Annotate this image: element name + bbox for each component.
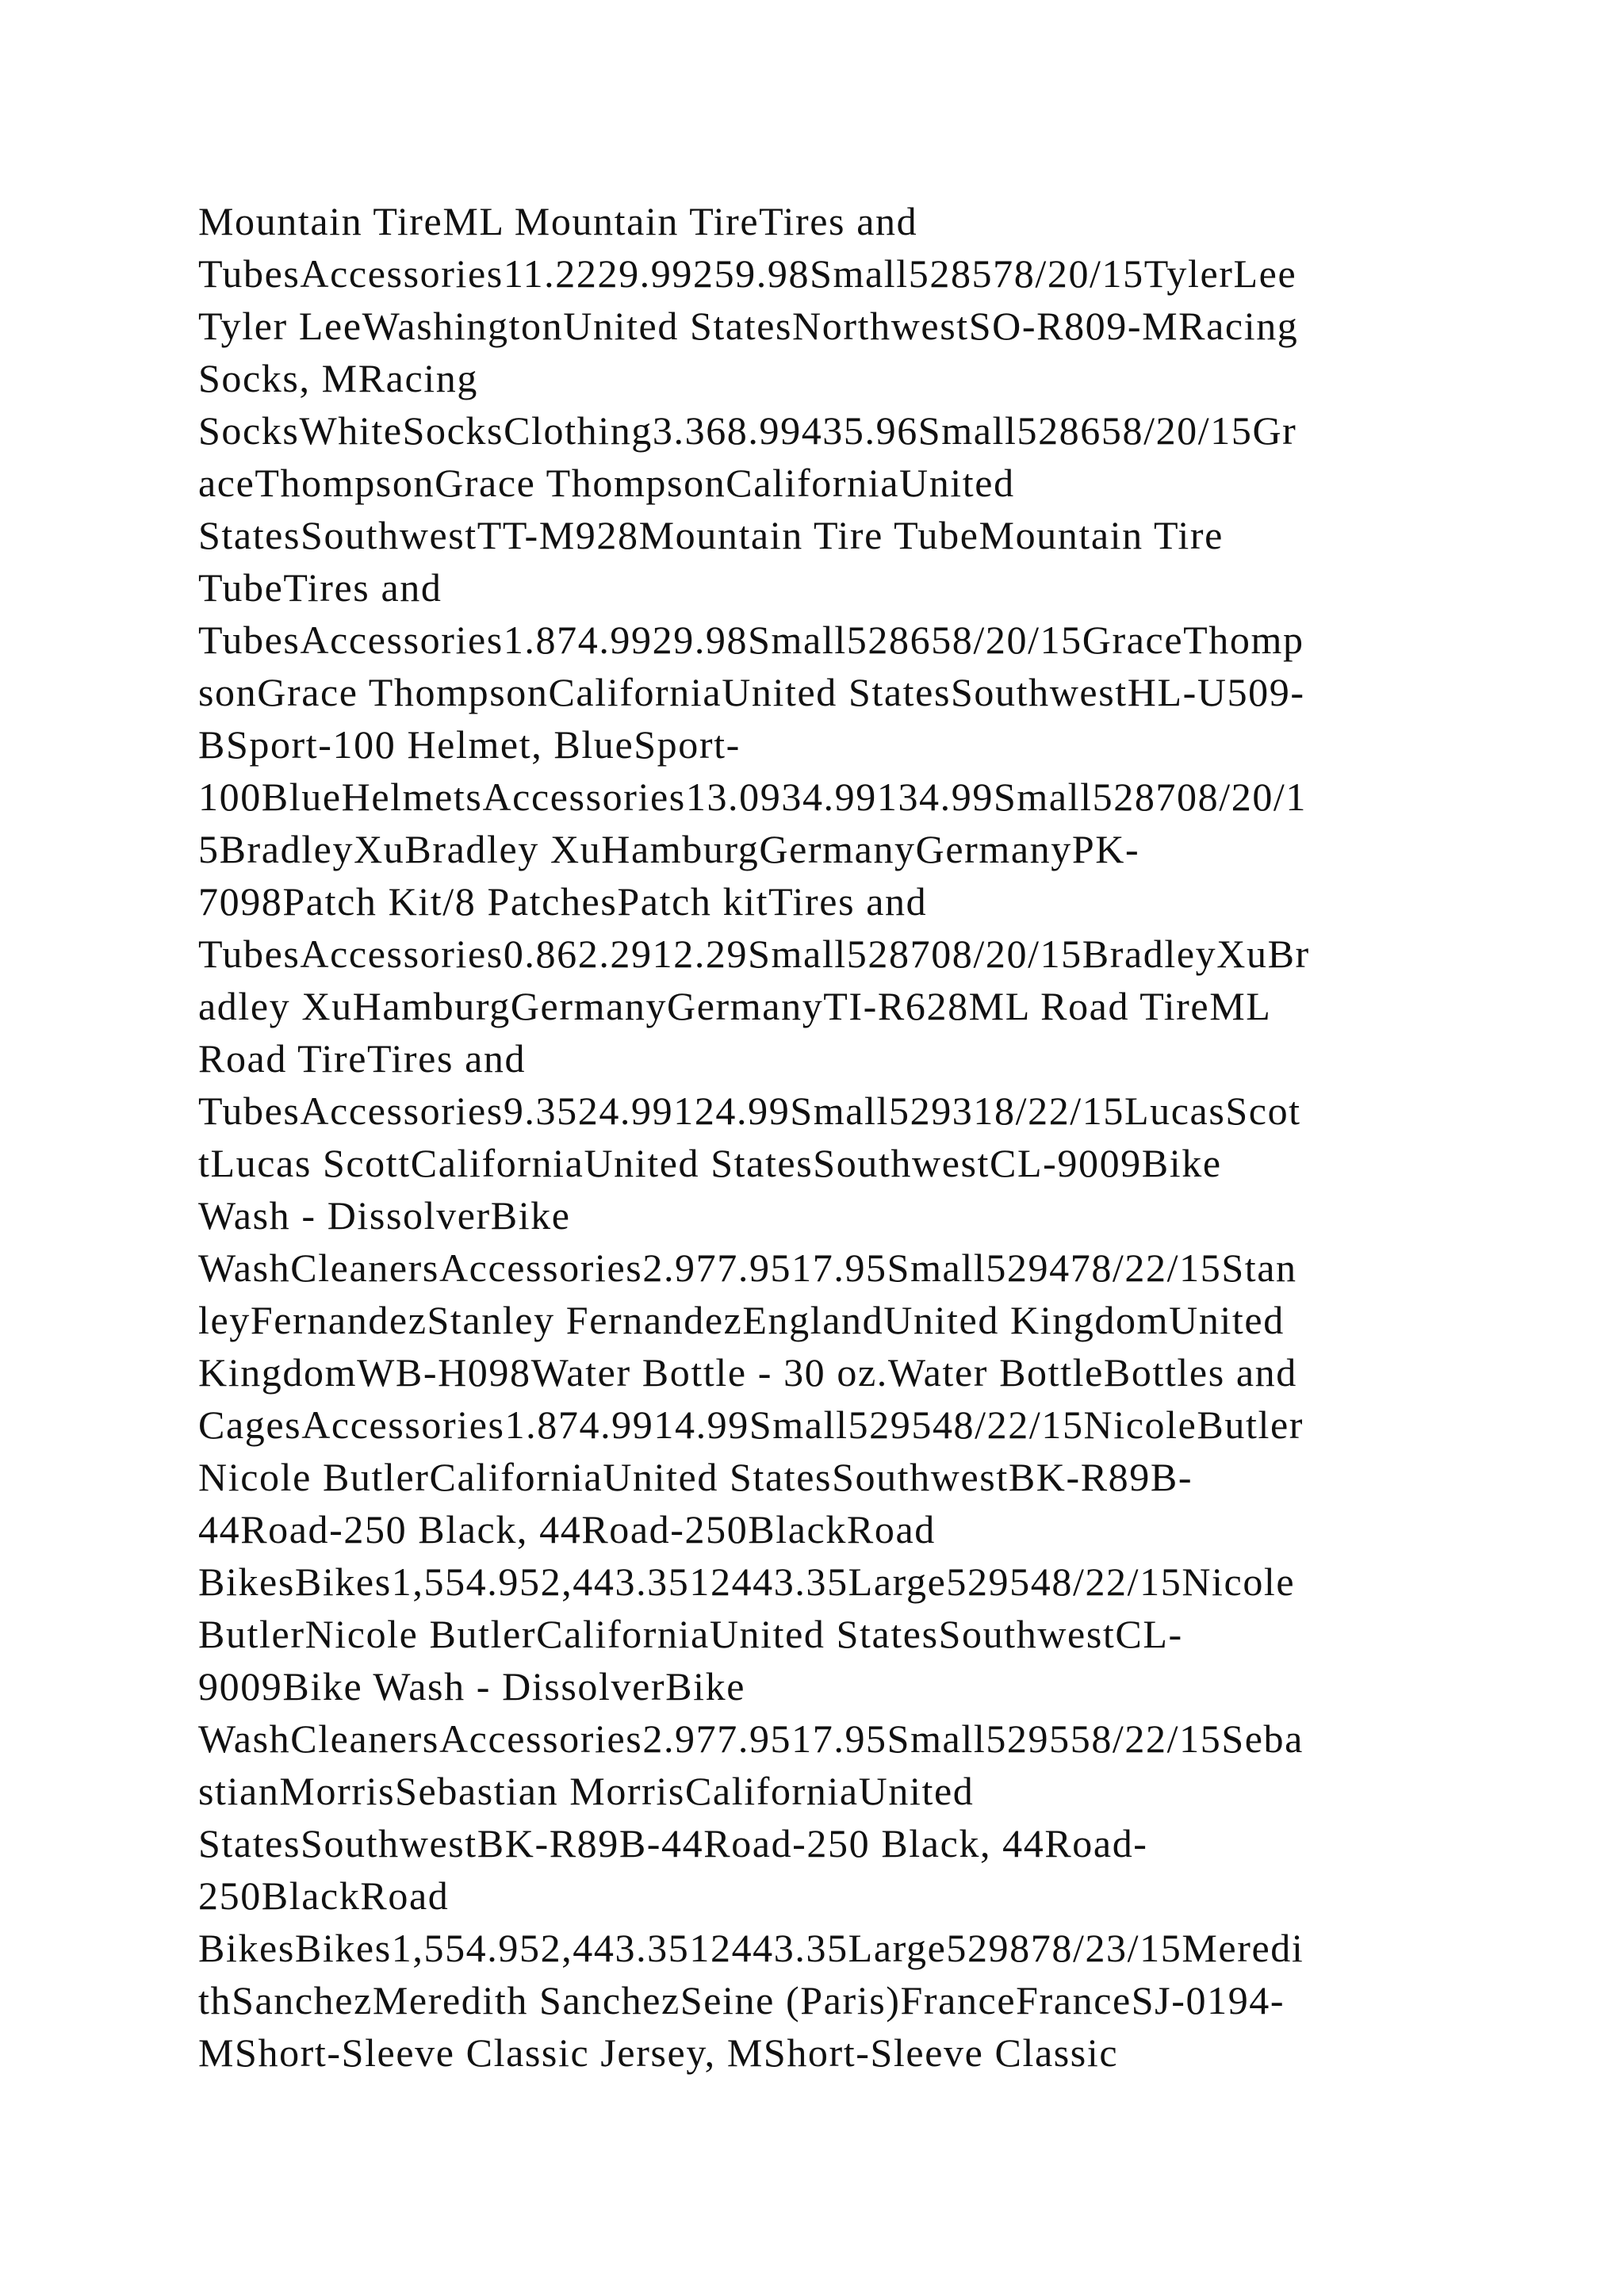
text-line: StatesSouthwestBK-R89B-44Road-250 Black, 44Road- [198,1821,1148,1866]
text-line: Wash - DissolverBike [198,1193,571,1238]
text-line: Road TireTires and [198,1036,527,1081]
text-line: 7098Patch Kit/8 PatchesPatch kitTires and [198,879,928,924]
text-line: thSanchezMeredith SanchezSeine (Paris)FranceFranceSJ-0194- [198,1978,1285,2022]
text-line: BikesBikes1,554.952,443.3512443.35Large529548/22/15Nicole [198,1559,1296,1604]
text-line: KingdomWB-H098Water Bottle - 30 oz.Water BottleBottles and [198,1350,1297,1395]
text-line: Mountain TireML Mountain TireTires and [198,199,918,243]
text-line: Tyler LeeWashingtonUnited StatesNorthwestSO-R809-MRacing [198,304,1299,348]
text-line: StatesSouthwestTT-M928Mountain Tire TubeMountain Tire [198,513,1224,557]
text-line: sonGrace ThompsonCaliforniaUnited StatesSouthwestHL-U509- [198,670,1305,714]
text-line: SocksWhiteSocksClothing3.368.99435.96Small528658/20/15Gr [198,408,1297,453]
text-line: 9009Bike Wash - DissolverBike [198,1664,746,1709]
document-text [198,195,1435,2079]
text-line: TubesAccessories0.862.2912.29Small528708/20/15BradleyXuBr [198,932,1310,976]
text-line: leyFernandezStanley FernandezEnglandUnited KingdomUnited [198,1298,1285,1342]
text-line: BikesBikes1,554.952,443.3512443.35Large529878/23/15Meredi [198,1926,1304,1970]
text-line: 250BlackRoad [198,1873,450,1918]
text-line: Socks, MRacing [198,356,478,400]
text-line: 5BradleyXuBradley XuHamburgGermanyGermanyPK- [198,827,1140,871]
text-line: WashCleanersAccessories2.977.9517.95Small529478/22/15Stan [198,1246,1297,1290]
text-line: TubesAccessories1.874.9929.98Small528658/20/15GraceThomp [198,618,1304,662]
text-line: stianMorrisSebastian MorrisCaliforniaUnited [198,1769,975,1813]
text-line: 44Road-250 Black, 44Road-250BlackRoad [198,1507,936,1552]
text-line: adley XuHamburgGermanyGermanyTI-R628ML Road TireML [198,984,1272,1028]
text-line: TubesAccessories9.3524.99124.99Small529318/22/15LucasScot [198,1089,1301,1133]
text-line: 100BlueHelmetsAccessories13.0934.99134.99Small528708/20/1 [198,775,1308,819]
text-line: ButlerNicole ButlerCaliforniaUnited StatesSouthwestCL- [198,1612,1183,1656]
text-line: Nicole ButlerCaliforniaUnited StatesSouthwestBK-R89B- [198,1455,1193,1499]
text-line: TubesAccessories11.2229.99259.98Small528578/20/15TylerLee [198,251,1297,296]
text-line: MShort-Sleeve Classic Jersey, MShort-Sleeve Classic [198,2030,1119,2075]
text-line: CagesAccessories1.874.9914.99Small529548/22/15NicoleButler [198,1402,1304,1447]
text-line: tLucas ScottCaliforniaUnited StatesSouthwestCL-9009Bike [198,1141,1222,1185]
text-line: WashCleanersAccessories2.977.9517.95Small529558/22/15Seba [198,1716,1304,1761]
text-line: BSport-100 Helmet, BlueSport- [198,722,741,767]
text-line: TubeTires and [198,565,442,610]
text-line: aceThompsonGrace ThompsonCaliforniaUnited [198,461,1015,505]
